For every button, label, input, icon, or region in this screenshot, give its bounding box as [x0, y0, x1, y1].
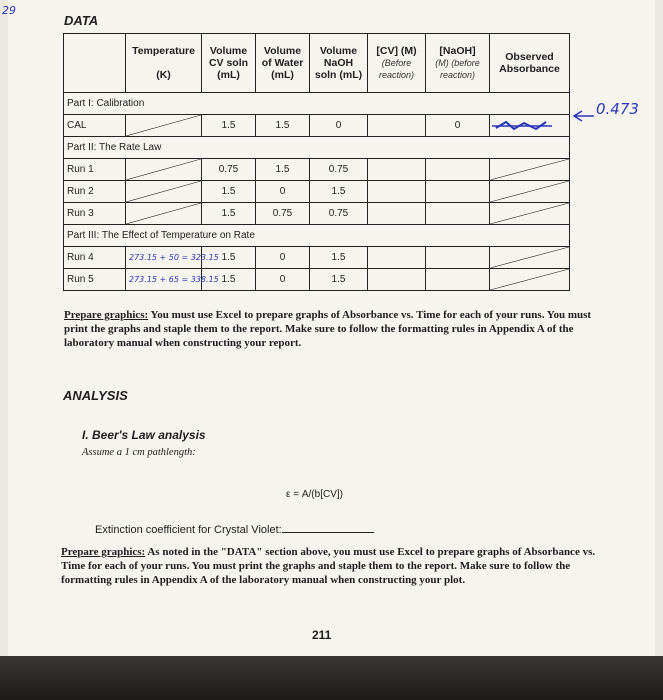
header-blank: [64, 34, 126, 93]
cal-naoh: 0: [310, 115, 368, 137]
run3-abs-crossed: [490, 203, 570, 225]
run5-abs-crossed: [490, 269, 570, 291]
run1-cv: 0.75: [202, 159, 256, 181]
run4-water: 0: [256, 247, 310, 269]
cal-absorbance: [490, 115, 570, 137]
run1-naoh-conc: [426, 159, 490, 181]
run5-naoh: 1.5: [310, 269, 368, 291]
absorbance-margin-note: 0.473: [596, 100, 639, 118]
run5-water: 0: [256, 269, 310, 291]
run2-label: Run 2: [64, 181, 126, 203]
run5-cv-conc: [368, 269, 426, 291]
header-row: [64, 34, 570, 93]
prepare-graphics-note-2: Prepare graphics: As noted in the "DATA" section above, you must use Excel to prepare graphs of Absorbance vs. Time for each of your runs. You must print the graphs and staple them to the report. Make sure to follow the formatting rules in Appendix A of the laboratory manual when constructing your plot.: [61, 546, 596, 586]
run1-cv-conc: [368, 159, 426, 181]
run3-temp-crossed: [126, 203, 202, 225]
header-naoh-volume: Volume NaOH soln (mL): [310, 34, 368, 93]
run2-abs-crossed: [490, 181, 570, 203]
extinction-coefficient-line: Extinction coefficient for Crystal Violet:: [95, 523, 374, 536]
header-cv-conc: [CV] (M) (Before reaction): [368, 34, 426, 93]
run4-temp: [126, 247, 219, 269]
beers-law-heading: I. Beer's Law analysis: [82, 428, 206, 442]
run5-naoh-conc: [426, 269, 490, 291]
pathlength-assumption: Assume a 1 cm pathlength:: [82, 447, 196, 458]
run1-label: Run 1: [64, 159, 126, 181]
run2-cv-conc: [368, 181, 426, 203]
part1-label: Part I: Calibration: [64, 93, 570, 115]
run3-cv: 1.5: [202, 203, 256, 225]
header-naoh-conc: [NaOH] (M) (before reaction): [426, 34, 490, 93]
corner-page-mark: 29: [2, 4, 16, 17]
run4-abs-crossed: [490, 247, 570, 269]
run2-water: 0: [256, 181, 310, 203]
run5-temp-handwritten: 273.15 + 65 = 338.15: [129, 275, 219, 284]
run4-temp-handwritten: 273.15 + 50 = 323.15: [129, 253, 219, 262]
run2-row: [64, 181, 570, 203]
run2-naoh-conc: [426, 181, 490, 203]
cal-cv: 1.5: [202, 115, 256, 137]
run4-label: Run 4: [64, 247, 126, 269]
margin-arrow-icon: [572, 110, 596, 122]
data-heading: DATA: [64, 13, 99, 28]
run5-temp: [126, 269, 219, 291]
cal-temp-crossed: [126, 115, 202, 137]
cal-row: [64, 115, 570, 137]
header-temperature: Temperature (K): [126, 34, 202, 93]
run2-cv: 1.5: [202, 181, 256, 203]
analysis-heading: ANALYSIS: [63, 388, 128, 403]
run1-naoh: 0.75: [310, 159, 368, 181]
page-number: 211: [312, 628, 332, 642]
run2-temp-crossed: [126, 181, 202, 203]
run4-row: [64, 247, 570, 269]
part1-row: [64, 93, 570, 115]
header-absorbance: Observed Absorbance: [490, 34, 570, 93]
run1-temp-crossed: [126, 159, 202, 181]
run3-naoh-conc: [426, 203, 490, 225]
data-table: [63, 33, 570, 291]
answer-blank: [282, 523, 374, 533]
run5-row: [64, 269, 570, 291]
run1-water: 1.5: [256, 159, 310, 181]
run1-row: [64, 159, 570, 181]
desk-shadow: [0, 656, 663, 700]
header-water-volume: Volume of Water (mL): [256, 34, 310, 93]
run2-naoh: 1.5: [310, 181, 368, 203]
cal-naoh-conc: 0: [426, 115, 490, 137]
cal-cv-conc: [368, 115, 426, 137]
run5-cv: 1.5: [202, 269, 256, 291]
part3-label: Part III: The Effect of Temperature on Rate: [64, 225, 570, 247]
part2-label: Part II: The Rate Law: [64, 137, 570, 159]
run3-cv-conc: [368, 203, 426, 225]
run3-label: Run 3: [64, 203, 126, 225]
run5-label: Run 5: [64, 269, 126, 291]
part2-row: [64, 137, 570, 159]
cal-label: CAL: [64, 115, 126, 137]
run4-naoh: 1.5: [310, 247, 368, 269]
extinction-formula: ε = A/(b[CV]): [286, 489, 343, 500]
run3-row: [64, 203, 570, 225]
run4-cv-conc: [368, 247, 426, 269]
run3-naoh: 0.75: [310, 203, 368, 225]
prepare-graphics-note-1: Prepare graphics: You must use Excel to prepare graphs of Absorbance vs. Time for each of your runs. You must print the graphs and staple them to the report. Make sure to follow the formatting rules in Appendix A of the laboratory manual when constructing your report.: [64, 309, 592, 349]
part3-row: [64, 225, 570, 247]
run4-naoh-conc: [426, 247, 490, 269]
run4-cv: 1.5: [202, 247, 256, 269]
header-cv-volume: Volume CV soln (mL): [202, 34, 256, 93]
run1-abs-crossed: [490, 159, 570, 181]
cal-water: 1.5: [256, 115, 310, 137]
run3-water: 0.75: [256, 203, 310, 225]
